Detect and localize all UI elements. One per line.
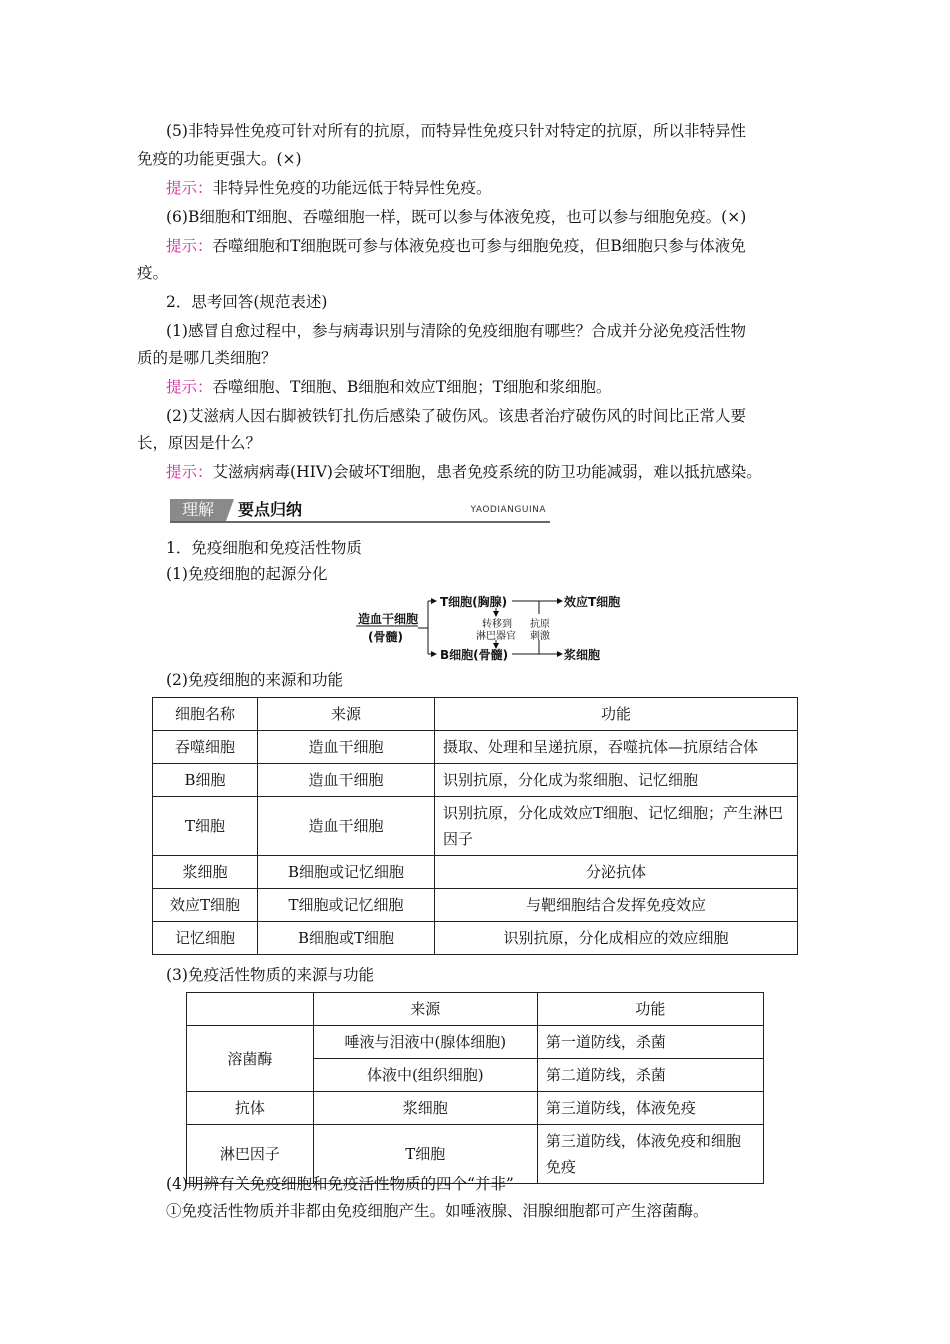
table-row [153,764,798,797]
table-cell: 抗体 [187,1092,314,1125]
banner-rule [170,521,550,523]
table-cell: 识别抗原，分化成相应的效应细胞 [435,922,798,955]
hint-text: 吞噬细胞、T细胞、B细胞和效应T细胞；T细胞和浆细胞。 [212,378,612,396]
table-cell: 造血干细胞 [258,764,435,797]
para5-line1: (5)非特异性免疫可针对所有的抗原，而特异性免疫只针对特定的抗原，所以非特异性 [166,122,746,140]
table-header: 来源 [313,993,537,1026]
q1-line1: (1)感冒自愈过程中，参与病毒识别与清除的免疫细胞有哪些？合成并分泌免疫活性物 [166,322,746,340]
hint-label: 提示： [166,463,213,481]
table-cell: 溶菌酶 [187,1026,314,1092]
table-header: 来源 [258,698,435,731]
table-cell: 第三道防线，体液免疫和细胞免疫 [537,1125,763,1184]
banner-slash [226,499,234,521]
summary-item1: ①免疫活性物质并非都由免疫细胞产生。如唾液腺、泪腺细胞都可产生溶菌酶。 [166,1202,709,1220]
para5-line2: 免疫的功能更强大。(×) [137,150,302,168]
substance-table [186,992,764,1184]
table-cell: 识别抗原，分化成为浆细胞、记忆细胞 [435,764,798,797]
cell-table [152,697,798,955]
section2-heading: 2．思考回答(规范表述) [166,293,328,311]
hint-text: 艾滋病病毒(HIV)会破坏T细胞，患者免疫系统的防卫功能减弱，难以抵抗感染。 [212,463,762,481]
transfer-label: 转移到 [482,619,512,630]
antigen-sublabel: 刺激 [530,631,550,642]
para6-hint-cont: 疫。 [137,264,169,282]
section-banner [170,497,550,523]
antigen-label: 抗原 [530,619,550,630]
table-cell: 造血干细胞 [258,731,435,764]
table-header-row [153,698,798,731]
origin-sublabel: (骨髓) [368,630,403,644]
table-cell: 浆细胞 [313,1092,537,1125]
q2-line2: 长，原因是什么？ [137,434,262,452]
table-cell: 唾液与泪液中(腺体细胞) [313,1026,537,1059]
table-cell: B细胞或T细胞 [258,922,435,955]
hint-label: 提示： [166,179,213,197]
para6-hint [166,235,846,257]
hint-label: 提示： [166,378,213,396]
table-row [153,797,798,856]
table-cell: 造血干细胞 [258,797,435,856]
summary-sub3: (3)免疫活性物质的来源与功能 [166,966,374,984]
banner-subtitle: YAODIANGUINA [470,505,546,515]
transfer-sublabel: 淋巴器官 [476,631,516,642]
table-cell: 第一道防线，杀菌 [537,1026,763,1059]
table-cell: 效应T细胞 [153,889,258,922]
table-row [153,922,798,955]
hint-text: 非特异性免疫的功能远低于特异性免疫。 [212,179,492,197]
q1-hint [166,376,846,398]
table-cell: B细胞 [153,764,258,797]
table-cell: 记忆细胞 [153,922,258,955]
effector-t-label: 效应T细胞 [564,595,621,609]
table-header: 功能 [435,698,798,731]
t-cell-label: T细胞(胸腺) [440,595,508,609]
table-cell: 第三道防线，体液免疫 [537,1092,763,1125]
table-cell: 浆细胞 [153,856,258,889]
table-cell: 识别抗原，分化成效应T细胞、记忆细胞；产生淋巴因子 [435,797,798,856]
table-header: 功能 [537,993,763,1026]
summary-sub4: (4)明辨有关免疫细胞和免疫活性物质的四个“并非” [166,1175,514,1193]
table-cell: T细胞 [153,797,258,856]
summary-sub1: (1)免疫细胞的起源分化 [166,565,328,583]
summary-heading: 1．免疫细胞和免疫活性物质 [166,539,362,557]
hint-text: 吞噬细胞和T细胞既可参与体液免疫也可参与细胞免疫，但B细胞只参与体液免 [212,237,746,255]
table-cell: T细胞 [313,1125,537,1184]
table-header [187,993,314,1026]
hint-label: 提示： [166,237,213,255]
table-row [153,889,798,922]
table-cell: 摄取、处理和呈递抗原，吞噬抗体—抗原结合体 [435,731,798,764]
table-header: 细胞名称 [153,698,258,731]
table-cell: B细胞或记忆细胞 [258,856,435,889]
origin-label: 造血干细胞 [358,612,419,626]
table-row [187,1026,764,1059]
table-cell: 第二道防线，杀菌 [537,1059,763,1092]
table-cell: 体液中(组织细胞) [313,1059,537,1092]
table-row [187,1092,764,1125]
table-cell: 淋巴因子 [187,1125,314,1184]
para6-line1: (6)B细胞和T细胞、吞噬细胞一样，既可以参与体液免疫，也可以参与细胞免疫。(×) [166,208,747,226]
q2-hint [166,461,846,483]
table-cell: 与靶细胞结合发挥免疫效应 [435,889,798,922]
table-cell: 吞噬细胞 [153,731,258,764]
para5-hint [166,177,846,199]
plasma-label: 浆细胞 [564,648,601,662]
table-cell: 分泌抗体 [435,856,798,889]
banner-tag: 理解 [170,499,226,521]
table-row [153,856,798,889]
table-cell: T细胞或记忆细胞 [258,889,435,922]
summary-sub2: (2)免疫细胞的来源和功能 [166,671,343,689]
banner-title: 要点归纳 [238,500,303,519]
q1-line2: 质的是哪几类细胞？ [137,349,277,367]
table-row [153,731,798,764]
q2-line1: (2)艾滋病人因右脚被铁钉扎伤后感染了破伤风。该患者治疗破伤风的时间比正常人要 [166,407,746,425]
b-cell-label: B细胞(骨髓) [440,648,509,662]
cell-origin-diagram [356,588,636,662]
table-header-row [187,993,764,1026]
